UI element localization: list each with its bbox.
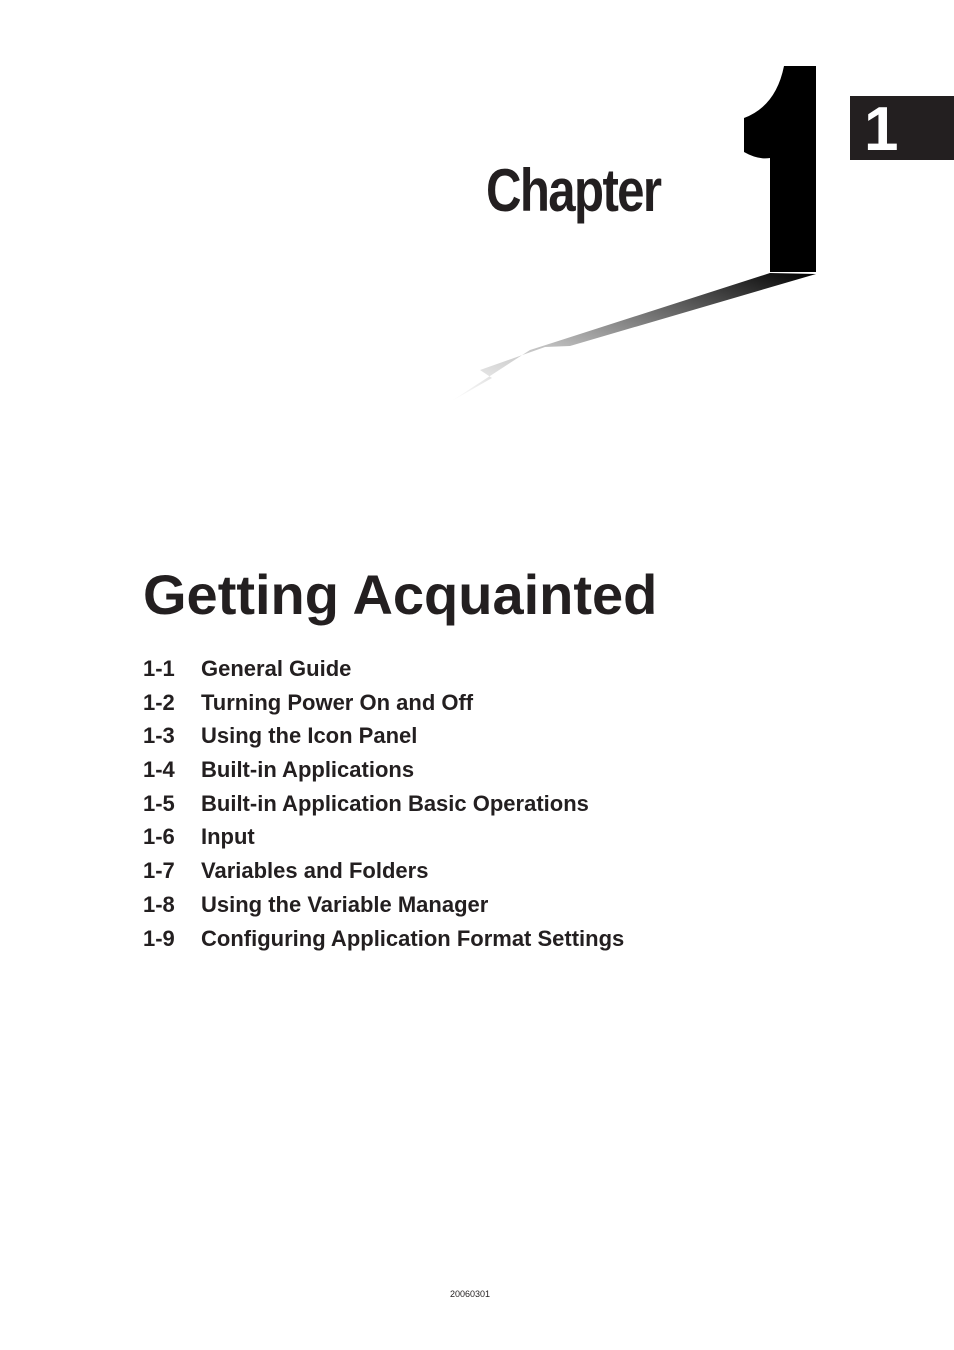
toc-item [143,787,624,821]
toc-number: 1-3 [143,723,175,749]
toc-item [143,820,624,854]
chapter-title: Getting Acquainted [143,563,658,626]
chapter-number-graphic [440,60,830,410]
toc-number: 1-7 [143,858,175,884]
toc-number: 1-6 [143,824,175,850]
toc-item [143,922,624,956]
toc-title: Configuring Application Format Settings [201,925,625,951]
toc-title: Built-in Applications [201,757,415,783]
chapter-tab-number: 1 [864,95,899,164]
toc-title: Variables and Folders [201,858,429,884]
toc-title: Using the Icon Panel [201,723,418,749]
toc-item [143,652,624,686]
toc-item [143,719,624,753]
toc-title: Turning Power On and Off [201,689,474,715]
toc-title: General Guide [201,656,352,681]
toc-number: 1-4 [143,757,175,783]
toc-number: 1-5 [143,790,175,816]
toc-item [143,753,624,787]
chapter-label: Chapter [486,157,661,224]
toc-number: 1-2 [143,689,175,715]
toc-number: 1-8 [143,891,175,917]
chapter-swoosh [450,273,816,402]
toc-item [143,854,624,888]
chapter-tab [850,95,954,164]
toc-item [143,888,624,922]
toc-item [143,686,624,720]
footer-code: 20060301 [449,1289,491,1299]
toc-title: Built-in Application Basic Operations [201,790,589,816]
toc-title: Input [201,824,255,850]
toc-number: 1-9 [143,925,175,951]
chapter-big-number-1 [744,66,816,272]
table-of-contents [143,652,624,955]
toc-number: 1-1 [143,656,175,681]
toc-title: Using the Variable Manager [201,891,489,917]
